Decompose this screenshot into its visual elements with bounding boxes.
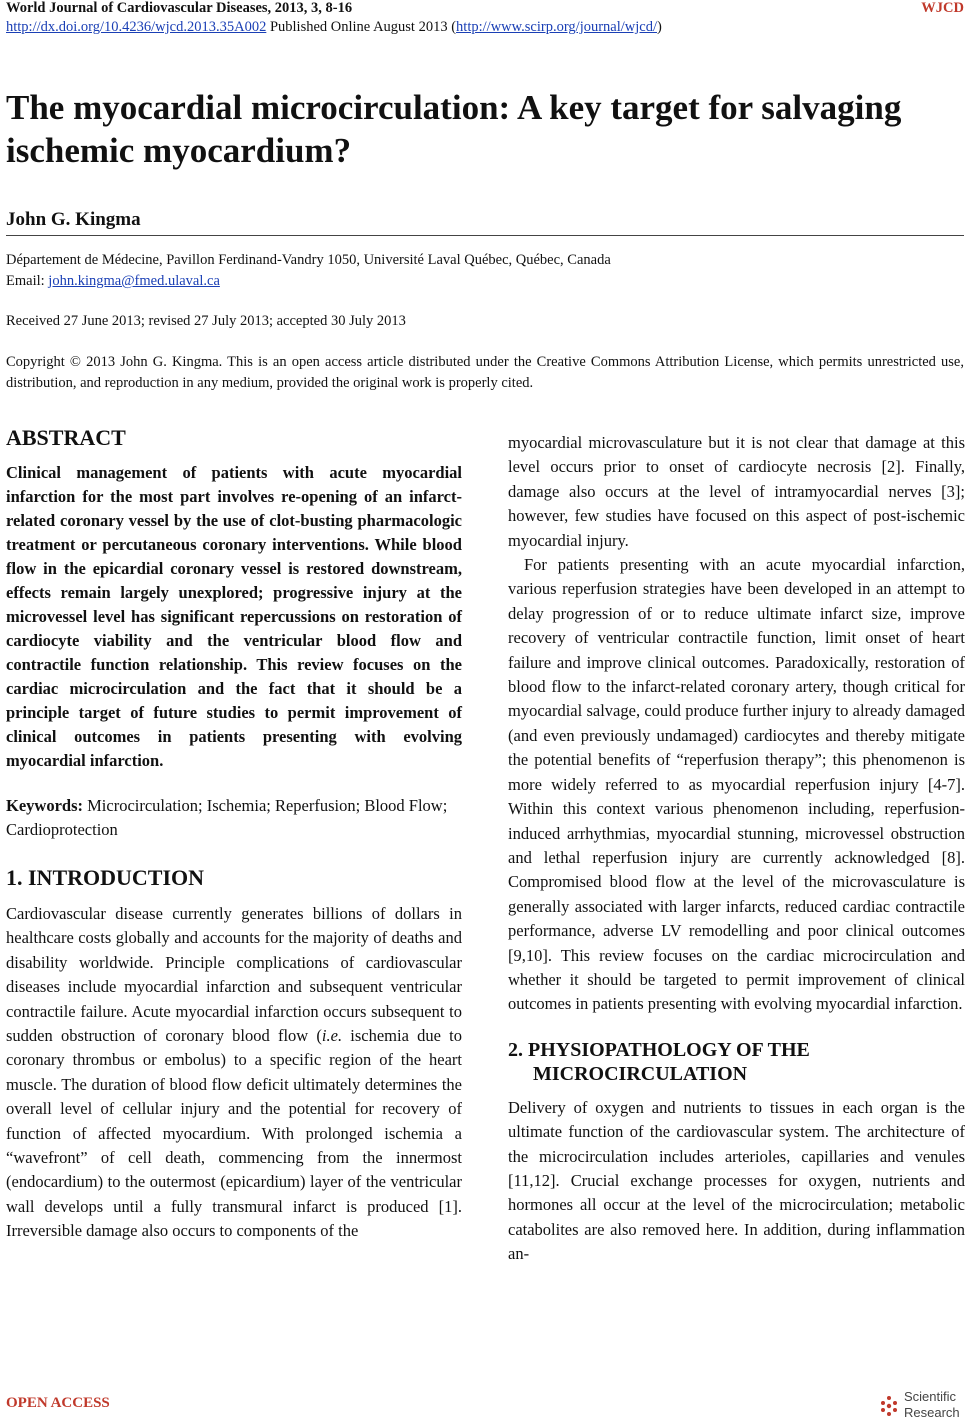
journal-link[interactable]: http://www.scirp.org/journal/wjcd/: [456, 19, 658, 35]
keywords: [6, 794, 462, 842]
published-text: Published Online August 2013 (: [266, 19, 457, 35]
body-paragraph-3: Delivery of oxygen and nutrients to tissues in each organ is the ultimate function of the cardiovascular system. The architecture of the microcirculation includes arterioles, capillaries and venules [11,12]. Crucial exchange processes for oxygen, nutrients and hormones all occur at the level of the microcirculation; metabolic catabolites are also removed here. In addition, during inflammation an-: [508, 1097, 965, 1264]
journal-abbreviation: WJCD: [921, 0, 964, 16]
abstract-text: Clinical management of patients with acute myocardial infarction for the most part involves re-opening of an infarct-related coronary vessel by the use of clot-busting pharmacologic treatment or percutaneous coronary interventions. While blood flow in the epicardial coronary vessel is restored downstream, effects remain largely unexplored; progressive injury at the microvessel level has significant repercussions on restoration of cardiocyte viability and the ventricular blood flow and contractile function relationship. This review focuses on the cardiac microcirculation and the fact that it should be a principle target of future studies to permit improvement of clinical outcomes in patients presenting with evolving myocardial infarction.: [6, 463, 462, 770]
affiliation: Département de Médecine, Pavillon Ferdinand-Vandry 1050, Université Laval Québec, Québec, Canada: [6, 252, 611, 268]
intro-text-part2: ischemia due to coronary thrombus or embolus) to a specific region of the heart muscle. The duration of blood flow deficit ultimately determines the overall level of cellular injury and the potential for recovery of function of affected myocardium. With prolonged ischemia a “wavefront” of cell death, commencing from the innermost (endocardium) to the outermost (epicardium) layer of the ventricular wall develops until a fully transmural infarct is produced [1]. Irreversible damage also occurs to components of the: [6, 1026, 462, 1241]
open-access-label: OPEN ACCESS: [6, 1395, 110, 1411]
doi-link[interactable]: http://dx.doi.org/10.4236/wjcd.2013.35A002: [6, 19, 267, 35]
logo-text-line1: Scientific: [904, 1389, 957, 1404]
journal-citation: World Journal of Cardiovascular Diseases, 2013, 3, 8-16: [6, 0, 353, 16]
article-title: The myocardial microcirculation: A key target for salvaging ischemic myocardium?: [6, 88, 902, 170]
affiliation-block: [6, 250, 611, 292]
copyright-notice: Copyright © 2013 John G. Kingma. This is an open access article distributed under the Creative Commons Attribution License, which permits unrestricted use, distribution, and reproduction in any medium, provided the original work is properly cited.: [6, 354, 964, 391]
left-column: [6, 425, 462, 1244]
introduction-heading: 1. INTRODUCTION: [6, 865, 205, 890]
email-link[interactable]: john.kingma@fmed.ulaval.ca: [48, 273, 220, 289]
intro-text-part1: Cardiovascular disease currently generates billions of dollars in healthcare costs globally and accounts for the majority of deaths and disability worldwide. Principle complications of cardiovascular diseases include myocardial infarction and subsequent ventricular contractile failure. Acute myocardial infarction occurs subsequent to sudden obstruction of coronary blood flow (: [6, 904, 462, 1046]
body-paragraph-2: For patients presenting with an acute myocardial infarction, various reperfusion strategies have been developed in an attempt to delay progression of or to reduce ultimate infarct size, improve recovery of ventricular contractile function, limit onset of heart failure and improve clinical outcomes. Paradoxically, restoration of blood flow to the infarct-related coronary artery, though critical for myocardial salvage, could produce further injury to already damaged (and even previously undamaged) cardiocytes and thereby mitigate the potential benefits of “reperfusion therapy”; this phenomenon is more widely referred to as myocardial reperfusion injury [4-7]. Within this context various phenomenon including, reperfusion-induced arrhythmias, myocardial stunning, microvessel obstruction and lethal reperfusion injury are currently acknowledged [8]. Compromised blood flow at the level of the microvasculature is generally associated with larger infarcts, reduced cardiac contractile performance, adverse LV remodelling and poor clinical outcomes [9,10]. This review focuses on the cardiac microcirculation and whether it should be targeted to permit improvement of clinical outcomes in patients presenting with evolving myocardial infarction.: [508, 555, 965, 1014]
right-column: [508, 431, 965, 1267]
keywords-label: Keywords:: [6, 796, 83, 815]
title-divider: [6, 235, 964, 236]
keywords-text: Microcirculation; Ischemia; Reperfusion; Blood Flow; Cardioprotection: [6, 796, 448, 839]
email-line: [6, 271, 611, 292]
email-label: Email:: [6, 273, 49, 289]
logo-text-line2: Research: [904, 1405, 960, 1420]
body-paragraph-1: myocardial microvasculature but it is not clear that damage at this level occurs prior to onset of cardiocyte necrosis [2]. Finally, damage also occurs at the level of intramyocardial nerves [3]; however, few studies have focused on this aspect of post-ischemic myocardial injury.: [508, 433, 965, 550]
intro-paragraph: [6, 902, 462, 1244]
scirp-logo-icon: [878, 1395, 900, 1417]
abstract-heading: ABSTRACT: [6, 425, 126, 450]
received-dates: Received 27 June 2013; revised 27 July 2013; accepted 30 July 2013: [6, 313, 406, 329]
publication-line: [6, 19, 662, 36]
scientific-research-logo: [878, 1389, 968, 1421]
section-2-heading: 2. PHYSIOPATHOLOGY OF THE MICROCIRCULATION: [508, 1038, 810, 1085]
intro-ie: i.e.: [321, 1026, 343, 1046]
author-name: John G. Kingma: [6, 209, 141, 230]
close-paren: ): [657, 19, 662, 35]
